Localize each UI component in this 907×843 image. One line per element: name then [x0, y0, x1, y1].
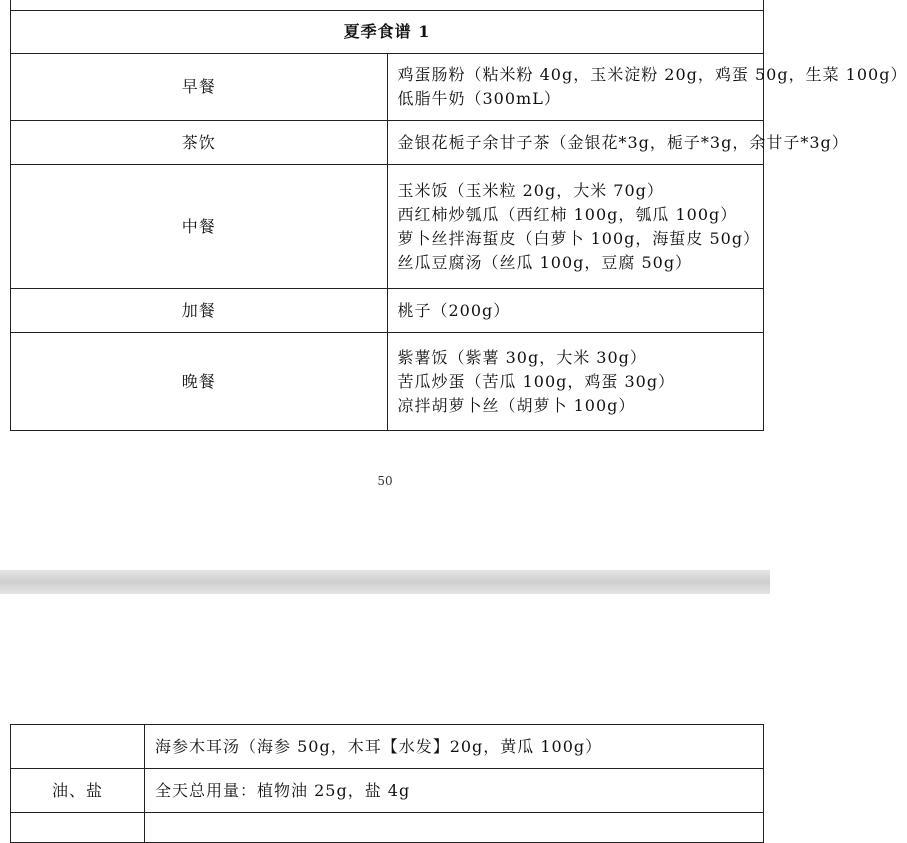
table-row-breakfast	[11, 54, 764, 121]
dish-item: 凉拌胡萝卜丝（胡萝卜 100g）	[397, 395, 636, 415]
document-page-51	[0, 594, 770, 816]
table-title: 夏季食谱 1	[11, 11, 764, 54]
dish-item: 桃子（200g）	[397, 300, 511, 320]
meal-label: 加餐	[11, 289, 388, 333]
meal-label: 中餐	[11, 165, 388, 289]
menu-table-continued	[10, 724, 764, 843]
table-title-row	[11, 11, 764, 54]
dish-item: 西红柿炒瓠瓜（西红柿 100g，瓠瓜 100g）	[397, 204, 738, 224]
summer-menu-table	[10, 0, 907, 431]
page-separator	[0, 570, 770, 594]
dish-item: 丝瓜豆腐汤（丝瓜 100g，豆腐 50g）	[397, 252, 693, 272]
table-row-next-cut	[11, 813, 764, 843]
dish-item: 鸡蛋肠粉（粘米粉 40g，玉米淀粉 20g，鸡蛋 50g，生菜 100g）	[397, 65, 907, 84]
table-top-strip	[11, 0, 764, 11]
meal-label: 茶饮	[11, 121, 388, 165]
table-row-oil-salt	[11, 769, 764, 813]
table-row-tea	[11, 121, 764, 165]
dish-item: 萝卜丝拌海蜇皮（白萝卜 100g，海蜇皮 50g）	[397, 228, 761, 248]
table-row-soup	[11, 725, 764, 769]
page-number: 50	[377, 474, 393, 488]
meal-label	[11, 725, 145, 769]
table-row-lunch	[11, 165, 764, 289]
meal-label: 早餐	[11, 54, 388, 121]
dish-item: 玉米饭（玉米粒 20g，大米 70g）	[397, 180, 664, 200]
dish-list	[145, 769, 764, 813]
dish-list	[387, 289, 764, 333]
dish-list	[387, 121, 849, 165]
dish-list	[145, 725, 764, 769]
dish-item: 低脂牛奶（300mL）	[397, 89, 561, 108]
dish-list	[387, 54, 907, 121]
dish-item: 紫薯饭（紫薯 30g，大米 30g）	[397, 347, 647, 367]
meal-label: 晚餐	[11, 333, 388, 431]
dish-item: 全天总用量：植物油 25g，盐 4g	[155, 780, 411, 800]
table-row-snack	[11, 289, 764, 333]
dish-item: 苦瓜炒蛋（苦瓜 100g，鸡蛋 30g）	[397, 371, 676, 391]
meal-label: 油、盐	[11, 769, 145, 813]
dish-item: 海参木耳汤（海参 50g，木耳【水发】20g，黄瓜 100g）	[155, 736, 603, 756]
dish-item: 金银花栀子余甘子茶（金银花*3g，栀子*3g，余甘子*3g）	[397, 132, 849, 152]
dish-list	[387, 165, 764, 289]
table-row-dinner	[11, 333, 764, 431]
dish-list	[387, 333, 764, 431]
